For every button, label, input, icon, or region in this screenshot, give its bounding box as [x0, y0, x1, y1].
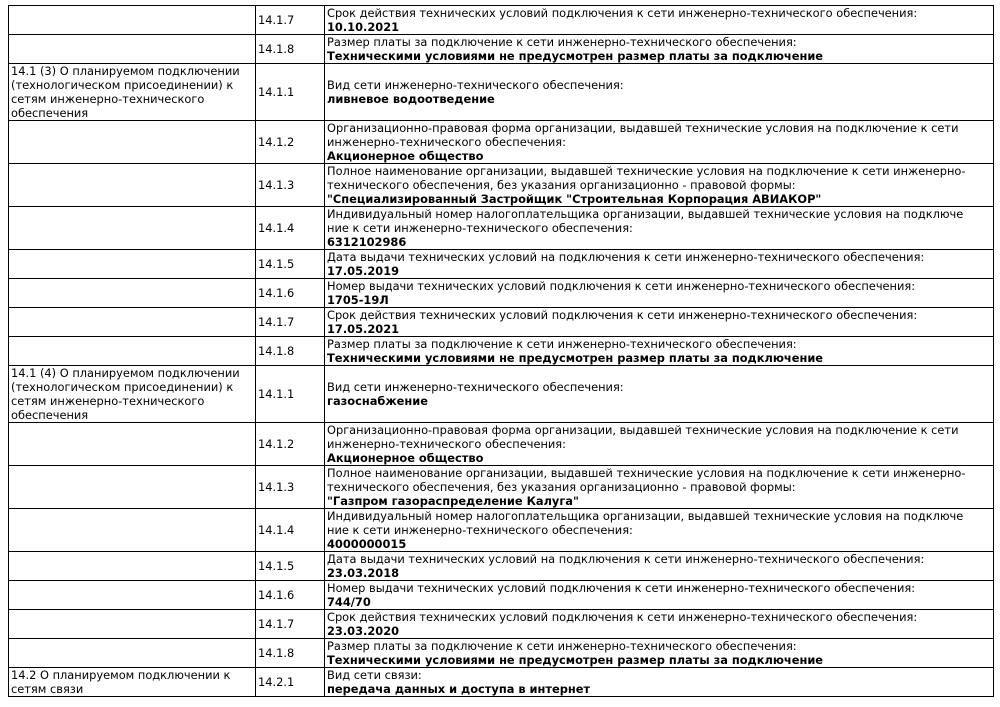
- item-label: Организационно-правовая форма организации, выдавшей технические условия на подключение к сети инженерно-технического обеспечения:: [327, 423, 959, 451]
- table-row: [9, 466, 994, 509]
- item-label: Размер платы за подключение к сети инженерно-технического обеспечения:: [327, 35, 797, 49]
- item-content: [325, 308, 994, 337]
- item-label: Организационно-правовая форма организации, выдавшей технические условия на подключение к сети инженерно-технического обеспечения:: [327, 121, 959, 149]
- section-title: [9, 639, 256, 668]
- section-title: [9, 35, 256, 64]
- section-title: [9, 552, 256, 581]
- section-title: [9, 164, 256, 207]
- item-value: "Газпром газораспределение Калуга": [327, 494, 579, 508]
- item-value: газоснабжение: [327, 394, 428, 408]
- item-content: [325, 279, 994, 308]
- section-title: [9, 121, 256, 164]
- item-content: [325, 466, 994, 509]
- item-content: [325, 337, 994, 366]
- item-value: Техническими условиями не предусмотрен размер платы за подключение: [327, 653, 824, 667]
- table-row: [9, 668, 994, 697]
- table-row: [9, 552, 994, 581]
- item-content: [325, 610, 994, 639]
- item-content: [325, 581, 994, 610]
- section-title: [9, 250, 256, 279]
- item-content: [325, 668, 994, 697]
- item-label: Полное наименование организации, выдавшей технические условия на подключение к сети инженерно- технического обеспечения, без указания организационно - правовой формы:: [327, 466, 966, 494]
- item-content: [325, 366, 994, 423]
- item-content: [325, 423, 994, 466]
- item-content: [325, 121, 994, 164]
- table-row: [9, 423, 994, 466]
- item-number: 14.2.1: [256, 668, 325, 697]
- item-number: 14.1.1: [256, 366, 325, 423]
- section-title: [9, 279, 256, 308]
- section-title: 14.1 (4) О планируемом подключении (технологическом присоединении) к сетям инженерно-технического обеспечения: [9, 366, 256, 423]
- item-number: 14.1.3: [256, 164, 325, 207]
- item-content: [325, 250, 994, 279]
- item-number: 14.1.8: [256, 639, 325, 668]
- item-label: Дата выдачи технических условий на подключения к сети инженерно-технического обеспечения:: [327, 552, 925, 566]
- item-value: Акционерное общество: [327, 451, 484, 465]
- item-content: [325, 6, 994, 35]
- item-label: Индивидуальный номер налогоплательщика организации, выдавшей технические условия на подключе ние к сети инженерно-технического обеспечения:: [327, 509, 964, 537]
- item-number: 14.1.7: [256, 610, 325, 639]
- item-label: Номер выдачи технических условий подключения к сети инженерно-технического обеспечения:: [327, 581, 916, 595]
- item-number: 14.1.4: [256, 207, 325, 250]
- section-title: [9, 581, 256, 610]
- table-row: [9, 509, 994, 552]
- item-label: Дата выдачи технических условий на подключения к сети инженерно-технического обеспечения:: [327, 250, 925, 264]
- section-title: 14.2 О планируемом подключении к сетям связи: [9, 668, 256, 697]
- section-title: 14.1 (3) О планируемом подключении (технологическом присоединении) к сетям инженерно-технического обеспечения: [9, 64, 256, 121]
- item-number: 14.1.2: [256, 121, 325, 164]
- item-value: 4000000015: [327, 537, 407, 551]
- item-number: 14.1.7: [256, 6, 325, 35]
- table-row: [9, 610, 994, 639]
- section-title: [9, 207, 256, 250]
- item-number: 14.1.5: [256, 552, 325, 581]
- table-row: [9, 6, 994, 35]
- item-label: Размер платы за подключение к сети инженерно-технического обеспечения:: [327, 337, 797, 351]
- item-content: [325, 35, 994, 64]
- item-content: [325, 509, 994, 552]
- item-value: Акционерное общество: [327, 149, 484, 163]
- connection-info-table: [8, 5, 994, 697]
- table-row: [9, 207, 994, 250]
- item-number: 14.1.5: [256, 250, 325, 279]
- item-content: [325, 639, 994, 668]
- item-label: Размер платы за подключение к сети инженерно-технического обеспечения:: [327, 639, 797, 653]
- section-title: [9, 423, 256, 466]
- item-value: "Специализированный Застройщик "Строительная Корпорация АВИАКОР": [327, 192, 822, 206]
- item-number: 14.1.7: [256, 308, 325, 337]
- table-row: [9, 337, 994, 366]
- table-row: [9, 164, 994, 207]
- section-title: [9, 308, 256, 337]
- item-content: [325, 64, 994, 121]
- item-label: Индивидуальный номер налогоплательщика организации, выдавшей технические условия на подключе ние к сети инженерно-технического обеспечения:: [327, 207, 964, 235]
- item-number: 14.1.6: [256, 279, 325, 308]
- item-value: Техническими условиями не предусмотрен размер платы за подключение: [327, 49, 824, 63]
- item-value: 17.05.2021: [327, 322, 400, 336]
- table-row: [9, 581, 994, 610]
- item-number: 14.1.6: [256, 581, 325, 610]
- item-label: Срок действия технических условий подключения к сети инженерно-технического обеспечения:: [327, 610, 918, 624]
- item-value: 23.03.2018: [327, 566, 400, 580]
- item-label: Вид сети инженерно-технического обеспечения:: [327, 380, 624, 394]
- section-title: [9, 337, 256, 366]
- item-content: [325, 164, 994, 207]
- table-row: [9, 121, 994, 164]
- section-title: [9, 6, 256, 35]
- section-title: [9, 610, 256, 639]
- item-value: 744/70: [327, 595, 371, 609]
- table-row: [9, 308, 994, 337]
- item-label: Срок действия технических условий подключения к сети инженерно-технического обеспечения:: [327, 6, 918, 20]
- item-content: [325, 207, 994, 250]
- table-row: [9, 639, 994, 668]
- table-row: [9, 64, 994, 121]
- item-number: 14.1.4: [256, 509, 325, 552]
- item-label: Полное наименование организации, выдавшей технические условия на подключение к сети инженерно- технического обеспечения, без указания организационно - правовой формы:: [327, 164, 966, 192]
- item-value: 1705-19Л: [327, 293, 389, 307]
- item-number: 14.1.1: [256, 64, 325, 121]
- table-row: [9, 279, 994, 308]
- table-row: [9, 35, 994, 64]
- item-value: 10.10.2021: [327, 20, 400, 34]
- table-row: [9, 250, 994, 279]
- table-row: [9, 366, 994, 423]
- item-content: [325, 552, 994, 581]
- item-value: передача данных и доступа в интернет: [327, 682, 591, 696]
- item-number: 14.1.3: [256, 466, 325, 509]
- item-label: Срок действия технических условий подключения к сети инженерно-технического обеспечения:: [327, 308, 918, 322]
- section-title: [9, 509, 256, 552]
- item-number: 14.1.8: [256, 337, 325, 366]
- item-label: Номер выдачи технических условий подключения к сети инженерно-технического обеспечения:: [327, 279, 916, 293]
- item-value: 23.03.2020: [327, 624, 400, 638]
- item-value: ливневое водоотведение: [327, 92, 495, 106]
- item-value: Техническими условиями не предусмотрен размер платы за подключение: [327, 351, 824, 365]
- item-label: Вид сети инженерно-технического обеспечения:: [327, 78, 624, 92]
- item-label: Вид сети связи:: [327, 668, 422, 682]
- item-number: 14.1.8: [256, 35, 325, 64]
- item-number: 14.1.2: [256, 423, 325, 466]
- section-title: [9, 466, 256, 509]
- item-value: 6312102986: [327, 235, 407, 249]
- item-value: 17.05.2019: [327, 264, 400, 278]
